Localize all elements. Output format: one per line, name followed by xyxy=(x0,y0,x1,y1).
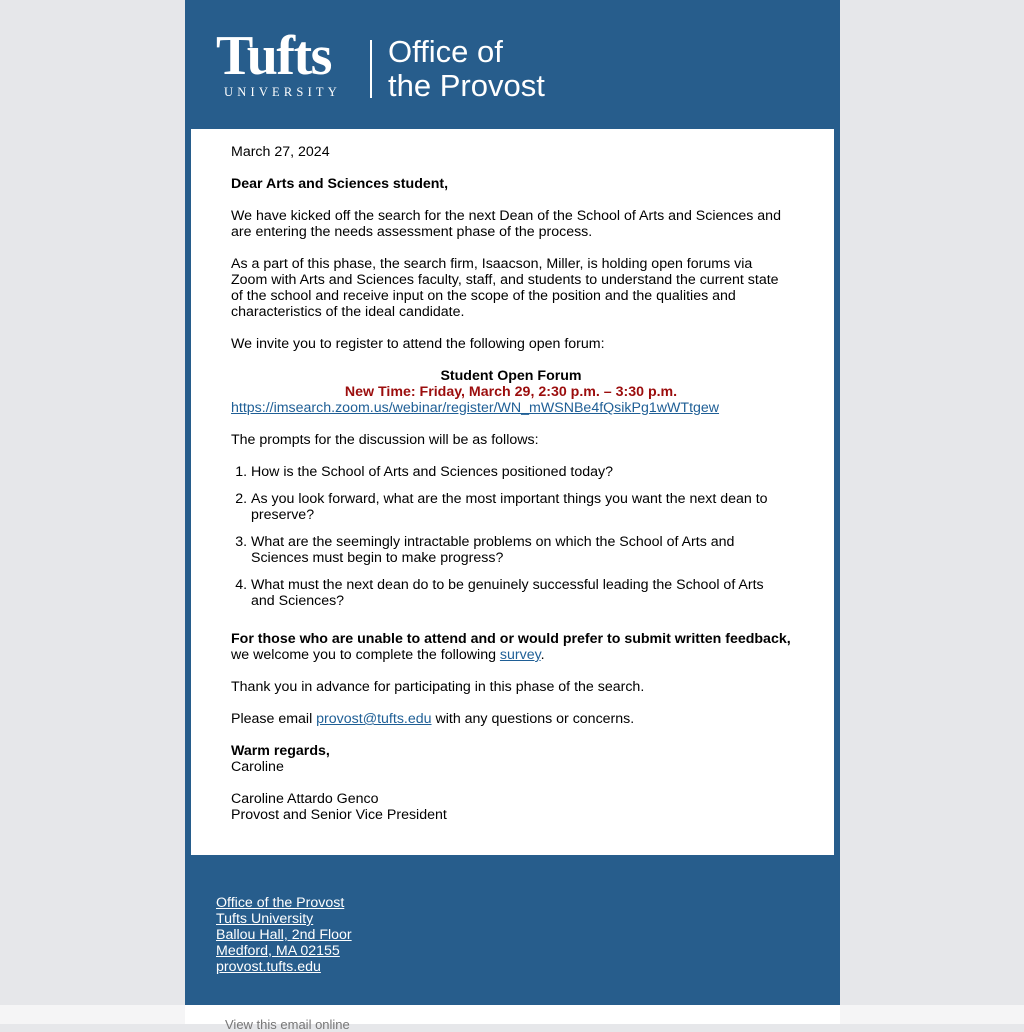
logo-subtitle: UNIVERSITY xyxy=(224,85,341,99)
logo-divider xyxy=(370,40,372,98)
email-footer xyxy=(216,895,352,975)
signature-block xyxy=(231,743,791,775)
list-item: 4. What must the next dean do to be genuinely successful leading the School of Arts and Sciences? xyxy=(251,577,791,609)
forum-block xyxy=(231,368,791,400)
signer-title: Provost and Senior Vice President xyxy=(231,807,447,823)
closing: Warm regards, xyxy=(231,743,330,759)
list-item: 2. As you look forward, what are the most important things you want the next dean to preserve? xyxy=(251,491,791,523)
provost-email-link[interactable]: provost@tufts.edu xyxy=(316,711,432,727)
letter-paragraph: We invite you to register to attend the following open forum: xyxy=(231,336,605,352)
list-item: 1. How is the School of Arts and Sciences positioned today? xyxy=(251,464,791,480)
letter-paragraph: We have kicked off the search for the next Dean of the School of Arts and Sciences and are entering the needs assessment phase of the process. xyxy=(231,208,781,240)
letter-card xyxy=(191,129,834,855)
footer-link-website[interactable]: provost.tufts.edu xyxy=(216,959,321,975)
logo-wordmark: Tufts xyxy=(216,25,331,87)
zoom-registration-link[interactable]: https://imsearch.zoom.us/webinar/register/WN_mWSNBe4fQsikPg1wWTtgew xyxy=(231,400,720,416)
bottom-strip xyxy=(0,1005,1024,1032)
footer-link-address[interactable]: Ballou Hall, 2nd Floor xyxy=(216,927,352,943)
signer-block xyxy=(231,791,791,823)
written-feedback-paragraph: For those who are unable to attend and or would prefer to submit written feedback, we welcome you to complete the following survey. xyxy=(231,631,791,663)
signer-name: Caroline Attardo Genco xyxy=(231,791,379,807)
letter-paragraph: As a part of this phase, the search firm, Isaacson, Miller, is holding open forums via Zoom with Arts and Sciences faculty, staff, and students to understand the current state of the school and receive input on the scope of the position and the qualities and characteristics of the ideal candidate. xyxy=(231,256,779,320)
prompts-intro: The prompts for the discussion will be as follows: xyxy=(231,432,539,448)
letter-date: March 27, 2024 xyxy=(231,144,330,160)
letter-greeting: Dear Arts and Sciences student, xyxy=(231,176,449,192)
email-header xyxy=(185,0,840,129)
prompts-list xyxy=(231,464,791,609)
list-item: 3. What are the seemingly intractable problems on which the School of Arts and Sciences must begin to make progress? xyxy=(251,534,791,566)
view-online-link[interactable]: View this email online xyxy=(225,1017,350,1032)
survey-link[interactable]: survey xyxy=(499,647,541,663)
forum-title: Student Open Forum xyxy=(440,368,582,384)
logo-office-name: Office of the Provost xyxy=(388,34,545,103)
footer-link-city[interactable]: Medford, MA 02155 xyxy=(216,943,340,959)
email-container xyxy=(185,0,840,1005)
forum-time: New Time: Friday, March 29, 2:30 p.m. – 3:30 p.m. xyxy=(344,384,678,400)
letter-body xyxy=(231,144,791,839)
signoff-first-name: Caroline xyxy=(231,759,284,775)
contact-paragraph: Please email provost@tufts.edu with any questions or concerns. xyxy=(231,711,635,727)
thanks-paragraph: Thank you in advance for participating in this phase of the search. xyxy=(231,679,645,695)
footer-link-office[interactable]: Office of the Provost xyxy=(216,895,345,911)
tufts-provost-logo xyxy=(216,25,546,103)
footer-link-university[interactable]: Tufts University xyxy=(216,911,314,927)
